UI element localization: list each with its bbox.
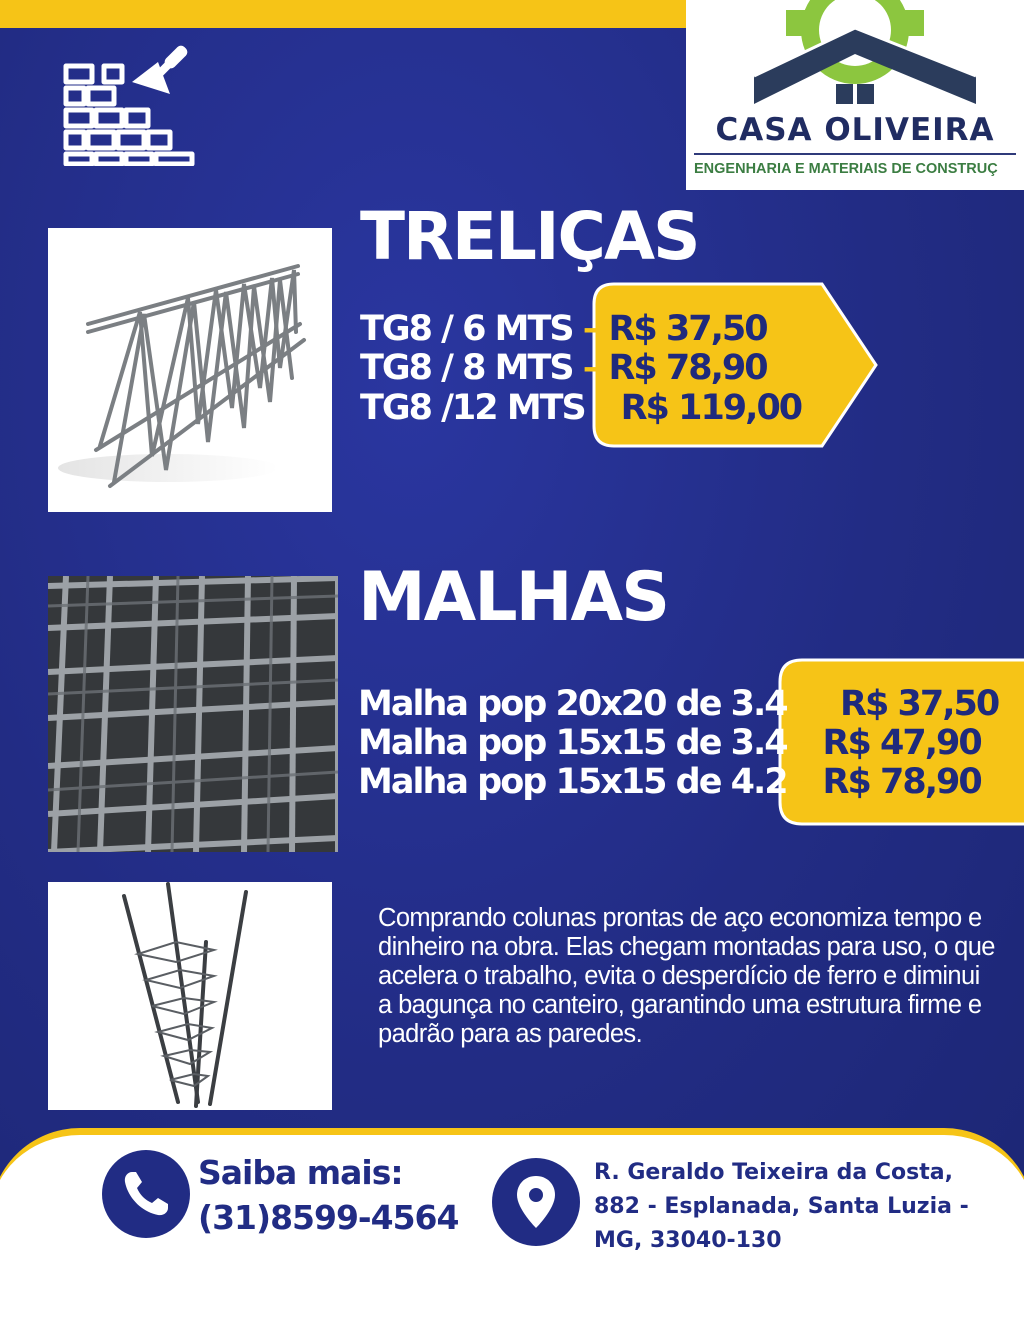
trelica-product-image xyxy=(48,228,332,512)
company-logo-card xyxy=(686,0,1024,190)
phone-icon[interactable] xyxy=(102,1150,190,1238)
malha-product-image xyxy=(48,576,338,852)
trelicas-heading: TRELIÇAS xyxy=(360,198,699,275)
phone-number[interactable]: (31)8599-4564 xyxy=(198,1198,459,1237)
malhas-heading: MALHAS xyxy=(358,558,669,637)
logo-tagline: ENGENHARIA E MATERIAIS DE CONSTRUÇ xyxy=(694,161,998,177)
malha-price-row: Malha pop 20x20 de 3.4 — R$ 37,50 xyxy=(358,684,999,724)
trelica-price-row: TG8 /12 MTS – R$ 119,00 xyxy=(360,388,802,428)
malha-price-row: Malha pop 15x15 de 3.4 – R$ 47,90 xyxy=(358,723,981,763)
store-address[interactable]: R. Geraldo Teixeira da Costa, 882 - Esplanada, Santa Luzia - MG, 33040-130 xyxy=(594,1160,969,1253)
brick-wall-trowel-icon xyxy=(62,42,202,166)
contact-label: Saiba mais: xyxy=(198,1153,403,1192)
trelica-price-row: TG8 / 6 MTS – R$ 37,50 xyxy=(360,309,767,349)
house-gear-logo-icon xyxy=(686,0,1024,112)
trelica-price-row: TG8 / 8 MTS – R$ 78,90 xyxy=(360,348,767,388)
coluna-product-image xyxy=(48,882,332,1110)
top-accent-bar xyxy=(0,0,700,28)
location-pin-icon[interactable] xyxy=(492,1158,580,1246)
malha-price-row: Malha pop 15x15 de 4.2 – R$ 78,90 xyxy=(358,762,981,802)
logo-divider xyxy=(694,153,1016,155)
logo-company-name: CASA OLIVEIRA xyxy=(715,112,995,148)
colunas-description: Comprando colunas prontas de aço economiza tempo e dinheiro na obra. Elas chegam montadas para uso, o que acelera o trabalho, evita o desperdício de ferro e diminui a bagunça no canteiro, garantindo uma estrutura firme e padrão para as paredes. xyxy=(378,904,995,1048)
